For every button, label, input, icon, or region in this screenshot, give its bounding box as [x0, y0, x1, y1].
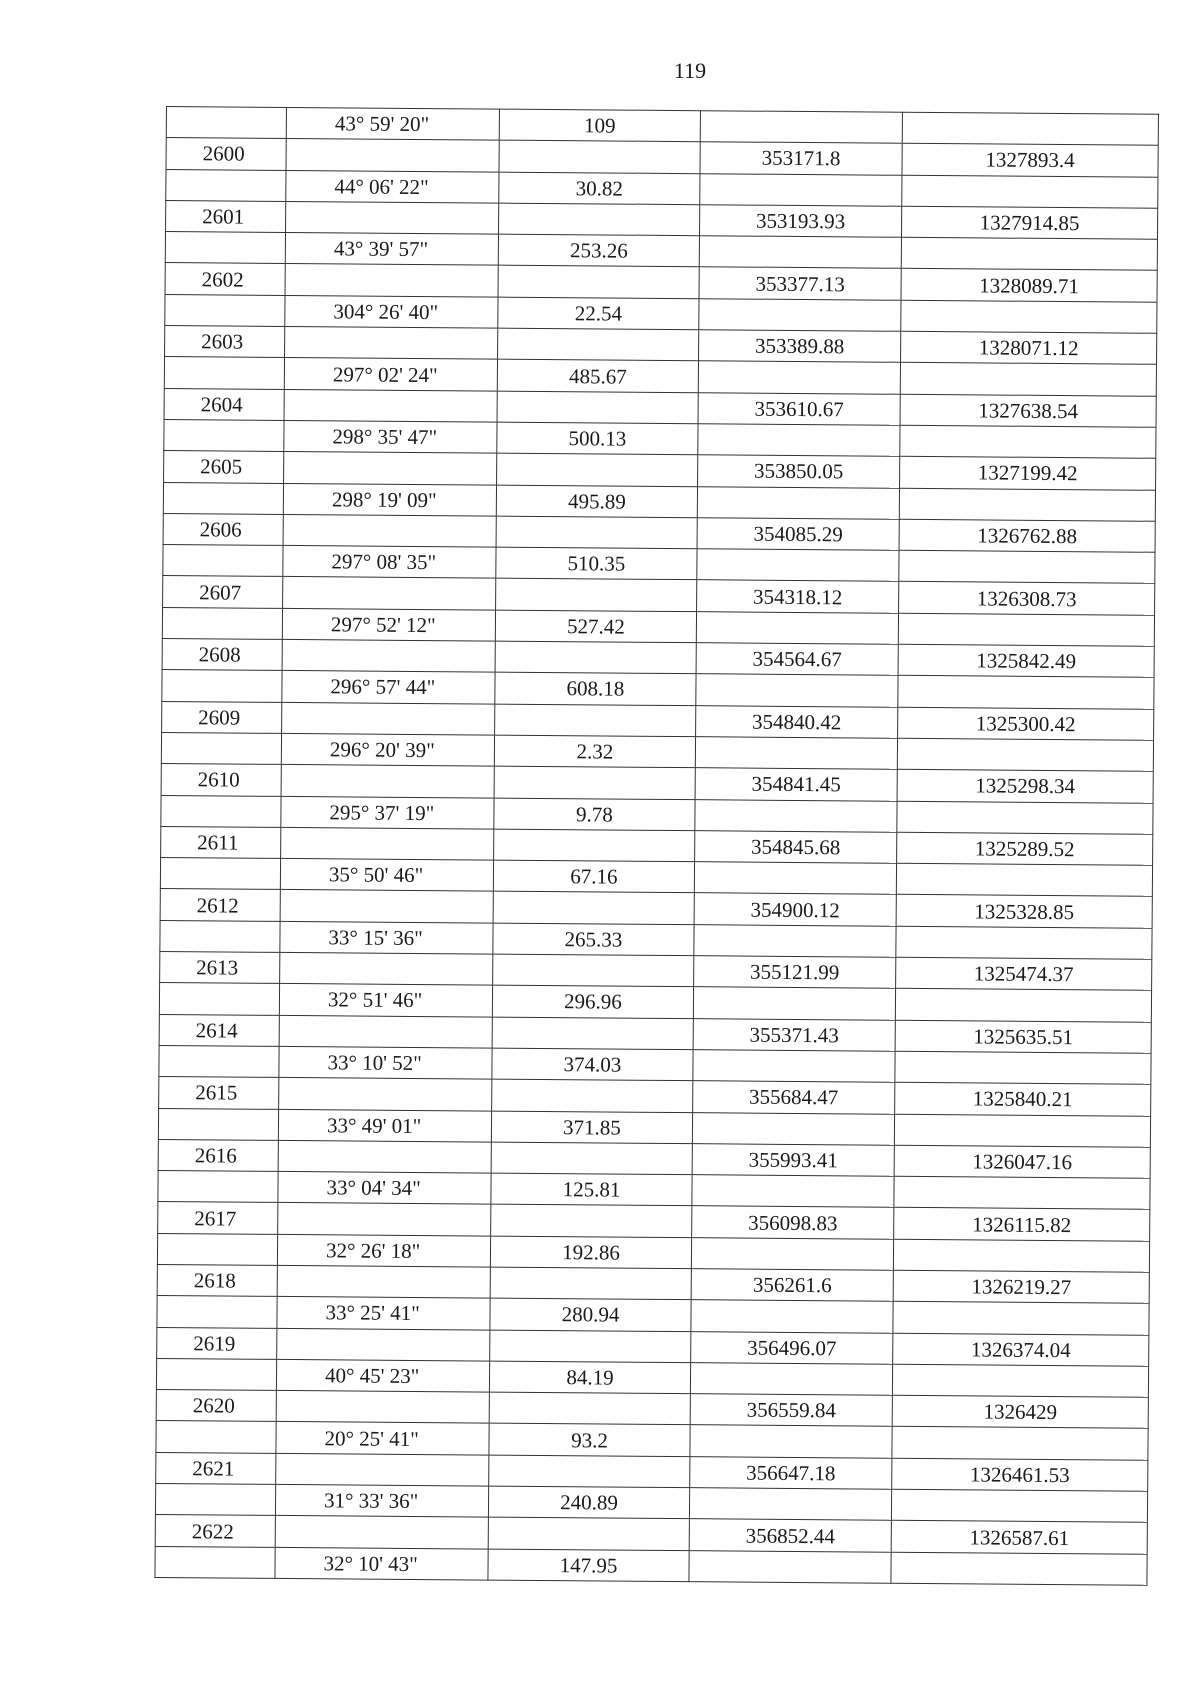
distance-cell: 371.85: [491, 1111, 692, 1144]
point-id-cell: 2612: [160, 889, 280, 921]
easting-cell: [689, 1550, 891, 1583]
easting-cell: 353610.67: [698, 392, 900, 425]
point-id-cell: [156, 1358, 276, 1390]
point-id-cell: [165, 232, 285, 264]
distance-cell: [489, 1455, 690, 1488]
distance-cell: 9.78: [494, 798, 695, 831]
coordinate-table: [154, 106, 1159, 1586]
point-id-cell: [155, 1546, 275, 1578]
bearing-cell: [276, 1391, 489, 1424]
point-id-cell: [165, 294, 285, 326]
northing-cell: [892, 1364, 1148, 1397]
easting-cell: 356098.83: [692, 1206, 894, 1239]
easting-cell: [700, 111, 902, 144]
easting-cell: 353850.05: [698, 455, 900, 488]
bearing-cell: [286, 201, 499, 234]
point-id-cell: 2606: [163, 513, 283, 545]
northing-cell: 1326115.82: [894, 1208, 1150, 1241]
northing-cell: [900, 425, 1156, 458]
northing-cell: 1326461.53: [892, 1458, 1148, 1491]
bearing-cell: [283, 514, 496, 547]
easting-cell: [692, 1175, 894, 1208]
distance-cell: 22.54: [498, 297, 699, 330]
northing-cell: [900, 363, 1156, 396]
easting-cell: [692, 1112, 894, 1145]
point-id-cell: 2603: [165, 326, 285, 358]
point-id-cell: [159, 983, 279, 1015]
northing-cell: 1325289.52: [897, 832, 1153, 865]
easting-cell: 356559.84: [690, 1394, 892, 1427]
distance-cell: [495, 704, 696, 737]
northing-cell: 1326587.61: [891, 1521, 1147, 1554]
easting-cell: [699, 298, 901, 331]
northing-cell: 1325840.21: [895, 1082, 1151, 1115]
distance-cell: 608.18: [495, 672, 696, 705]
distance-cell: 192.86: [490, 1236, 691, 1269]
distance-cell: 93.2: [489, 1424, 690, 1457]
distance-cell: 500.13: [497, 422, 698, 455]
bearing-cell: 20° 25' 41": [276, 1422, 489, 1455]
point-id-cell: 2620: [156, 1390, 276, 1422]
point-id-cell: 2610: [161, 764, 281, 796]
bearing-cell: [286, 139, 499, 172]
northing-cell: 1325298.34: [897, 769, 1153, 802]
northing-cell: 1326374.04: [893, 1333, 1149, 1366]
distance-cell: 253.26: [498, 234, 699, 267]
easting-cell: [697, 486, 899, 519]
northing-cell: 1327638.54: [900, 394, 1156, 427]
point-id-cell: 2611: [161, 826, 281, 858]
easting-cell: 354085.29: [697, 518, 899, 551]
northing-cell: 1325842.49: [898, 644, 1154, 677]
northing-cell: 1325474.37: [896, 957, 1152, 990]
bearing-cell: [279, 1078, 492, 1111]
bearing-cell: [277, 1328, 490, 1361]
northing-cell: [899, 550, 1155, 583]
distance-cell: 296.96: [492, 985, 693, 1018]
distance-cell: [494, 829, 695, 862]
distance-cell: [491, 1204, 692, 1237]
bearing-cell: [285, 327, 498, 360]
easting-cell: [691, 1300, 893, 1333]
distance-cell: [498, 328, 699, 361]
easting-cell: 355371.43: [693, 1018, 895, 1051]
distance-cell: 147.95: [488, 1549, 689, 1582]
distance-cell: 30.82: [499, 172, 700, 205]
northing-cell: [894, 1114, 1150, 1147]
bearing-cell: [284, 452, 497, 485]
northing-cell: [899, 488, 1155, 521]
bearing-cell: 296° 57' 44": [282, 671, 495, 704]
northing-cell: 1327199.42: [900, 457, 1156, 490]
distance-cell: [497, 391, 698, 424]
point-id-cell: 2621: [156, 1452, 276, 1484]
distance-cell: [489, 1392, 690, 1425]
point-id-cell: 2602: [165, 263, 285, 295]
easting-cell: [690, 1425, 892, 1458]
distance-cell: 280.94: [490, 1298, 691, 1331]
easting-cell: 354318.12: [697, 580, 899, 613]
point-id-cell: [157, 1296, 277, 1328]
point-id-cell: [161, 732, 281, 764]
point-id-cell: [164, 419, 284, 451]
northing-cell: 1326429: [892, 1395, 1148, 1428]
northing-cell: [894, 1176, 1150, 1209]
point-id-cell: [163, 482, 283, 514]
point-id-cell: [166, 169, 286, 201]
bearing-cell: 304° 26' 40": [285, 295, 498, 328]
point-id-cell: 2622: [155, 1515, 275, 1547]
distance-cell: 495.89: [496, 485, 697, 518]
northing-cell: [902, 175, 1158, 208]
bearing-cell: 33° 15' 36": [280, 921, 493, 954]
distance-cell: [499, 203, 700, 236]
northing-cell: [895, 1051, 1151, 1084]
point-id-cell: [155, 1484, 275, 1516]
northing-cell: 1328071.12: [901, 331, 1157, 364]
easting-cell: 356261.6: [691, 1269, 893, 1302]
bearing-cell: [285, 264, 498, 297]
easting-cell: [696, 674, 898, 707]
easting-cell: 353193.93: [699, 205, 901, 238]
bearing-cell: 32° 10' 43": [275, 1547, 488, 1580]
point-id-cell: [163, 545, 283, 577]
northing-cell: [897, 801, 1153, 834]
point-id-cell: [157, 1233, 277, 1265]
northing-cell: 1328089.71: [901, 269, 1157, 302]
northing-cell: [891, 1552, 1147, 1585]
northing-cell: [891, 1489, 1147, 1522]
point-id-cell: 2619: [157, 1327, 277, 1359]
easting-cell: 353171.8: [700, 142, 902, 175]
bearing-cell: [276, 1453, 489, 1486]
northing-cell: [898, 676, 1154, 709]
bearing-cell: 32° 26' 18": [277, 1234, 490, 1267]
bearing-cell: 298° 19' 09": [283, 483, 496, 516]
northing-cell: 1325328.85: [896, 895, 1152, 928]
easting-cell: 356852.44: [689, 1519, 891, 1552]
easting-cell: 355993.41: [692, 1143, 894, 1176]
bearing-cell: [282, 702, 495, 735]
easting-cell: 354845.68: [695, 831, 897, 864]
easting-cell: 356496.07: [691, 1331, 893, 1364]
bearing-cell: 31° 33' 36": [275, 1484, 488, 1517]
point-id-cell: [158, 1171, 278, 1203]
point-id-cell: 2605: [164, 451, 284, 483]
easting-cell: [691, 1237, 893, 1270]
bearing-cell: 33° 04' 34": [278, 1172, 491, 1205]
distance-cell: 374.03: [492, 1048, 693, 1081]
easting-cell: [689, 1488, 891, 1521]
northing-cell: 1327893.4: [902, 144, 1158, 177]
bearing-cell: [282, 639, 495, 672]
easting-cell: [690, 1363, 892, 1396]
bearing-cell: [280, 952, 493, 985]
bearing-cell: [280, 890, 493, 923]
northing-cell: [893, 1302, 1149, 1335]
easting-cell: [694, 862, 896, 895]
point-id-cell: [159, 1045, 279, 1077]
bearing-cell: [279, 1015, 492, 1048]
distance-cell: [499, 140, 700, 173]
bearing-cell: 43° 39' 57": [285, 233, 498, 266]
distance-cell: [491, 1142, 692, 1175]
bearing-cell: 33° 25' 41": [277, 1297, 490, 1330]
point-id-cell: 2608: [162, 639, 282, 671]
bearing-cell: [277, 1265, 490, 1298]
point-id-cell: [164, 357, 284, 389]
bearing-cell: [278, 1140, 491, 1173]
distance-cell: [496, 579, 697, 612]
bearing-cell: 35° 50' 46": [280, 859, 493, 892]
bearing-cell: 33° 49' 01": [278, 1109, 491, 1142]
point-id-cell: 2616: [158, 1139, 278, 1171]
northing-cell: 1327914.85: [901, 206, 1157, 239]
bearing-cell: [284, 389, 497, 422]
easting-cell: 356647.18: [690, 1456, 892, 1489]
easting-cell: [695, 799, 897, 832]
easting-cell: [693, 987, 895, 1020]
distance-cell: 265.33: [493, 923, 694, 956]
northing-cell: [895, 989, 1151, 1022]
coordinate-table-body: [155, 107, 1159, 1586]
point-id-cell: 2615: [159, 1077, 279, 1109]
distance-cell: [493, 892, 694, 925]
northing-cell: [898, 613, 1154, 646]
distance-cell: 125.81: [491, 1173, 692, 1206]
point-id-cell: [160, 858, 280, 890]
northing-cell: [901, 300, 1157, 333]
bearing-cell: 297° 52' 12": [282, 608, 495, 641]
bearing-cell: [275, 1516, 488, 1549]
distance-cell: [495, 641, 696, 674]
distance-cell: [497, 453, 698, 486]
bearing-cell: [281, 827, 494, 860]
point-id-cell: [162, 607, 282, 639]
northing-cell: 1325300.42: [898, 707, 1154, 740]
point-id-cell: 2604: [164, 388, 284, 420]
northing-cell: [893, 1239, 1149, 1272]
easting-cell: 354840.42: [696, 705, 898, 738]
point-id-cell: 2614: [159, 1014, 279, 1046]
easting-cell: 355684.47: [693, 1081, 895, 1114]
distance-cell: 2.32: [494, 735, 695, 768]
easting-cell: [693, 1050, 895, 1083]
easting-cell: [695, 737, 897, 770]
bearing-cell: 296° 20' 39": [281, 733, 494, 766]
easting-cell: [698, 424, 900, 457]
easting-cell: 354564.67: [696, 643, 898, 676]
bearing-cell: 32° 51' 46": [279, 984, 492, 1017]
northing-cell: 1326219.27: [893, 1270, 1149, 1303]
bearing-cell: 43° 59' 20": [286, 107, 499, 140]
bearing-cell: 44° 06' 22": [286, 170, 499, 203]
bearing-cell: [283, 577, 496, 610]
northing-cell: [897, 738, 1153, 771]
bearing-cell: 297° 08' 35": [283, 546, 496, 579]
distance-cell: 485.67: [497, 359, 698, 392]
point-id-cell: [166, 107, 286, 139]
point-id-cell: 2607: [163, 576, 283, 608]
easting-cell: [698, 361, 900, 394]
bearing-cell: 40° 45' 23": [276, 1359, 489, 1392]
distance-cell: 67.16: [493, 860, 694, 893]
point-id-cell: 2618: [157, 1264, 277, 1296]
easting-cell: 354841.45: [695, 768, 897, 801]
northing-cell: 1326762.88: [899, 519, 1155, 552]
point-id-cell: 2617: [158, 1202, 278, 1234]
page-number: 119: [673, 58, 707, 83]
bearing-cell: [278, 1203, 491, 1236]
bearing-cell: [281, 765, 494, 798]
easting-cell: 353389.88: [699, 330, 901, 363]
point-id-cell: [160, 920, 280, 952]
point-id-cell: [156, 1421, 276, 1453]
northing-cell: [896, 863, 1152, 896]
easting-cell: 355121.99: [694, 956, 896, 989]
northing-cell: 1326308.73: [899, 582, 1155, 615]
easting-cell: 353377.13: [699, 267, 901, 300]
point-id-cell: [158, 1108, 278, 1140]
distance-cell: [496, 516, 697, 549]
northing-cell: [901, 237, 1157, 270]
easting-cell: [696, 611, 898, 644]
easting-cell: [697, 549, 899, 582]
distance-cell: 84.19: [489, 1361, 690, 1394]
bearing-cell: 33° 10' 52": [279, 1046, 492, 1079]
distance-cell: [494, 766, 695, 799]
distance-cell: 527.42: [495, 610, 696, 643]
northing-cell: [902, 112, 1158, 145]
northing-cell: 1325635.51: [895, 1020, 1151, 1053]
northing-cell: [896, 926, 1152, 959]
bearing-cell: 295° 37' 19": [281, 796, 494, 829]
northing-cell: 1326047.16: [894, 1145, 1150, 1178]
point-id-cell: 2609: [162, 701, 282, 733]
distance-cell: [490, 1330, 691, 1363]
distance-cell: [490, 1267, 691, 1300]
bearing-cell: 297° 02' 24": [284, 358, 497, 391]
bearing-cell: 298° 35' 47": [284, 420, 497, 453]
distance-cell: 109: [499, 109, 700, 142]
point-id-cell: 2613: [160, 951, 280, 983]
easting-cell: [699, 236, 901, 269]
distance-cell: 240.89: [488, 1486, 689, 1519]
distance-cell: [492, 1017, 693, 1050]
point-id-cell: [162, 670, 282, 702]
distance-cell: [498, 266, 699, 299]
northing-cell: [892, 1427, 1148, 1460]
point-id-cell: [161, 795, 281, 827]
coordinate-table-container: [154, 106, 1158, 1586]
distance-cell: [493, 954, 694, 987]
point-id-cell: 2600: [166, 138, 286, 170]
point-id-cell: 2601: [166, 200, 286, 232]
distance-cell: [492, 1079, 693, 1112]
easting-cell: 354900.12: [694, 893, 896, 926]
distance-cell: [488, 1517, 689, 1550]
easting-cell: [700, 173, 902, 206]
easting-cell: [694, 924, 896, 957]
distance-cell: 510.35: [496, 547, 697, 580]
